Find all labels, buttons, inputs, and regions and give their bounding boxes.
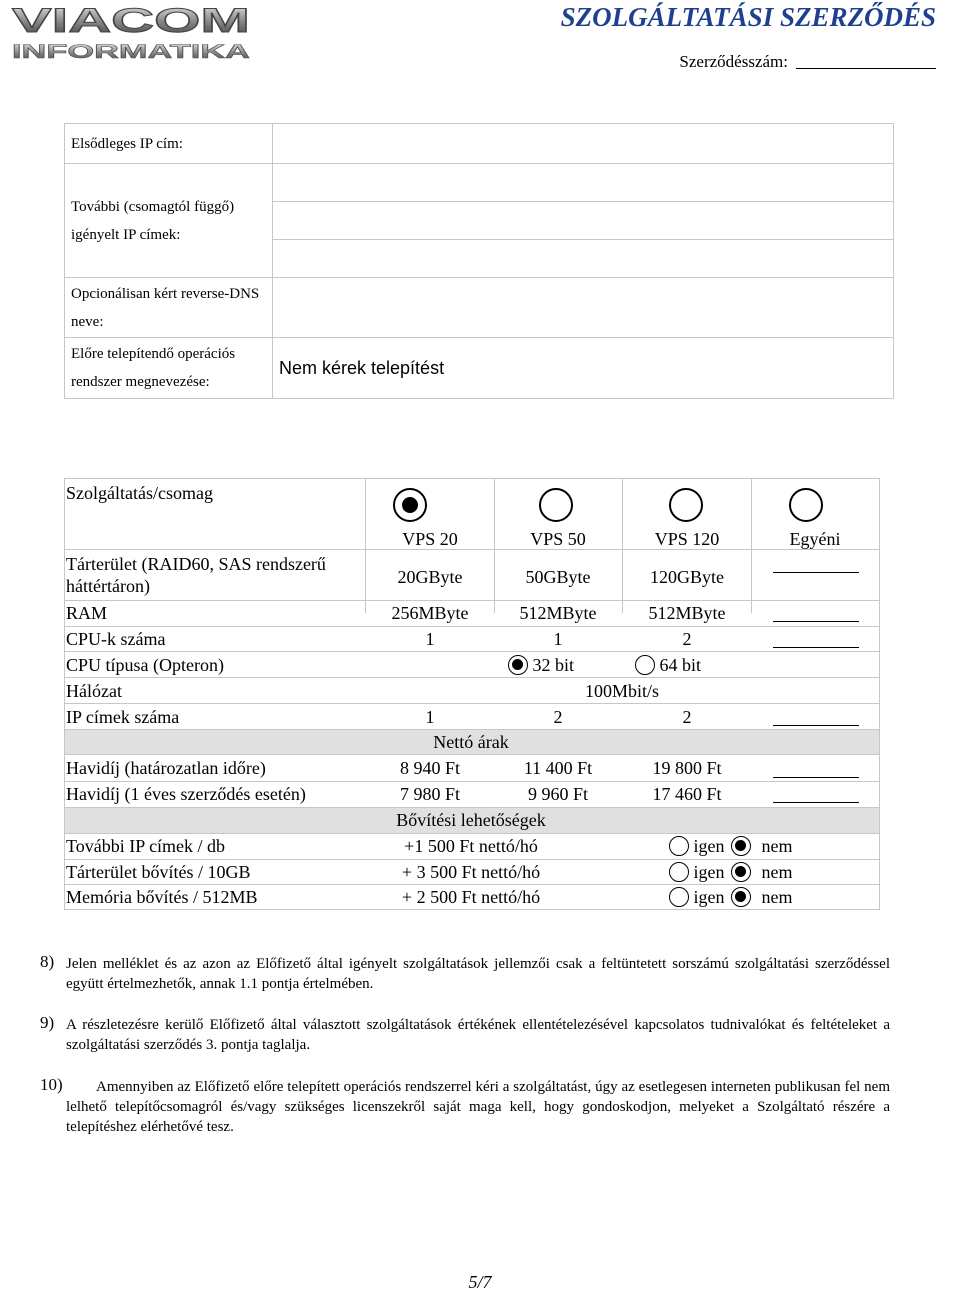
logo-text-sub: INFORMATIKA — [12, 42, 251, 62]
os-label: Előre telepítendő operációs rendszer megnevezése: — [65, 338, 273, 399]
storage-vps120: 120GByte — [650, 567, 724, 587]
price-indefinite-custom-field[interactable] — [773, 777, 859, 778]
extension-ip-no-label: nem — [761, 836, 793, 856]
extra-ip-field-1[interactable] — [273, 164, 894, 202]
extension-ip-price: +1 500 Ft nettó/hó — [404, 836, 538, 856]
primary-ip-field[interactable] — [273, 124, 894, 164]
ip-count-vps20: 1 — [425, 707, 435, 727]
col-divider — [494, 479, 495, 613]
extension-memory-yes-label: igen — [693, 887, 725, 907]
extension-storage-choice — [669, 861, 793, 883]
note-8 — [40, 954, 890, 994]
ip-count-label: IP címek száma — [66, 707, 180, 727]
price-indefinite-vps50: 11 400 Ft — [523, 758, 593, 778]
cpu-type-32-label: 32 bit — [532, 655, 575, 675]
network-value: 100Mbit/s — [584, 681, 660, 701]
price-indefinite-vps120: 19 800 Ft — [652, 758, 722, 778]
note-9 — [40, 1015, 890, 1055]
note-9-number: 9) — [40, 1013, 55, 1032]
radio-storage-no[interactable] — [731, 862, 751, 882]
contract-number-field[interactable] — [796, 54, 936, 69]
radio-ip-yes[interactable] — [669, 836, 689, 856]
price-1year-label: Havidíj (1 éves szerződés esetén) — [66, 784, 306, 804]
extra-ip-field-2[interactable] — [273, 202, 894, 240]
reverse-dns-label: Opcionálisan kért reverse-DNS neve: — [65, 278, 273, 338]
ip-count-vps50: 2 — [553, 707, 563, 727]
radio-vps20[interactable] — [393, 488, 427, 522]
page-number: 5/7 — [468, 1272, 492, 1292]
reverse-dns-field[interactable] — [273, 278, 894, 338]
ram-label: RAM — [66, 603, 108, 623]
radio-egyeni[interactable] — [789, 488, 823, 522]
extension-ip-label: További IP címek / db — [66, 836, 226, 856]
note-8-number: 8) — [40, 952, 55, 971]
ip-count-vps120: 2 — [682, 707, 692, 727]
package-name-egyeni: Egyéni — [789, 529, 841, 549]
cpu-count-vps50: 1 — [553, 629, 563, 649]
storage-vps50: 50GByte — [525, 567, 591, 587]
col-divider — [751, 479, 752, 613]
storage-vps20: 20GByte — [397, 567, 463, 587]
package-table — [64, 478, 880, 910]
cpu-type-label: CPU típusa (Opteron) — [66, 655, 224, 675]
cpu-count-vps20: 1 — [425, 629, 435, 649]
note-10-number: 10) — [40, 1075, 63, 1094]
extensions-heading: Bővítési lehetőségek — [396, 810, 546, 830]
package-name-vps20: VPS 20 — [402, 529, 458, 549]
price-1year-vps20: 7 980 Ft — [399, 784, 461, 804]
extra-ip-label: További (csomagtól függő) igényelt IP címek: — [65, 164, 273, 278]
storage-label: Tárterület (RAID60, SAS rendszerű háttértáron) — [66, 554, 326, 596]
viacom-logo — [10, 4, 255, 62]
note-8-text: Jelen melléklet és az azon az Előfizető által igényelt szolgáltatások jellemzői csak a feltüntetett sorszámú szolgáltatási szerződéssel együtt értelmezhetők, annak 1.1 pontja értelmében. — [66, 956, 890, 992]
radio-storage-yes[interactable] — [669, 862, 689, 882]
storage-custom-field[interactable] — [773, 572, 859, 573]
package-name-vps50: VPS 50 — [530, 529, 586, 549]
extension-storage-no-label: nem — [761, 862, 793, 882]
radio-ip-no[interactable] — [731, 836, 751, 856]
package-header-label: Szolgáltatás/csomag — [66, 483, 213, 503]
logo-text-main: VIACOM — [12, 4, 250, 40]
extension-storage-label: Tárterület bővítés / 10GB — [66, 862, 251, 882]
ip-count-custom-field[interactable] — [773, 725, 859, 726]
extension-memory-price: + 2 500 Ft nettó/hó — [401, 887, 541, 907]
cpu-type-option-64[interactable] — [635, 654, 701, 676]
radio-vps120[interactable] — [669, 488, 703, 522]
note-9-text: A részletezésre kerülő Előfizető által választott szolgáltatások értékének ellentételezésével kapcsolatos tudnivalókat és feltételeket a szolgáltatási szerződés 3. pontja taglalja. — [66, 1017, 890, 1053]
cpu-type-64-label: 64 bit — [659, 655, 702, 675]
radio-64bit[interactable] — [635, 655, 655, 675]
radio-memory-no[interactable] — [731, 887, 751, 907]
price-1year-vps50: 9 960 Ft — [527, 784, 589, 804]
radio-memory-yes[interactable] — [669, 887, 689, 907]
price-1year-vps120: 17 460 Ft — [652, 784, 722, 804]
contract-number — [679, 52, 936, 72]
extension-storage-yes-label: igen — [693, 862, 725, 882]
contract-number-label: Szerződésszám: — [679, 52, 788, 71]
document-title: SZOLGÁLTATÁSI SZERZŐDÉS — [560, 2, 936, 32]
extension-ip-yes-label: igen — [693, 836, 725, 856]
primary-ip-label: Elsődleges IP cím: — [65, 124, 273, 164]
cpu-count-custom-field[interactable] — [773, 647, 859, 648]
os-field[interactable]: Nem kérek telepítést — [273, 338, 894, 399]
ram-vps120: 512MByte — [648, 603, 726, 623]
net-prices-heading: Nettó árak — [433, 732, 509, 752]
note-10-text: Amennyiben az Előfizető előre telepített operációs rendszerrel kéri a szolgáltatást, úgy az esetlegesen interneten publikusan fel nem lelhető telepítőcsomagról és/vagy szükséges licenszekről saját maga kell, hogy gondoskodjon, melyeket a Szolgáltató részére a telepítéshez elérhetővé tesz. — [66, 1079, 890, 1135]
extension-memory-no-label: nem — [761, 887, 793, 907]
cpu-count-label: CPU-k száma — [66, 629, 166, 649]
radio-32bit[interactable] — [508, 655, 528, 675]
network-label: Hálózat — [66, 681, 122, 701]
price-indefinite-label: Havidíj (határozatlan időre) — [66, 758, 266, 778]
radio-vps50[interactable] — [539, 488, 573, 522]
cpu-count-vps120: 2 — [682, 629, 692, 649]
extension-storage-price: + 3 500 Ft nettó/hó — [401, 862, 541, 882]
package-name-vps120: VPS 120 — [654, 529, 720, 549]
extension-memory-choice — [669, 886, 793, 908]
ram-vps50: 512MByte — [519, 603, 597, 623]
extension-memory-label: Memória bővítés / 512MB — [66, 887, 258, 907]
ip-form-table — [64, 123, 894, 399]
extra-ip-field-3[interactable] — [273, 240, 894, 278]
price-indefinite-vps20: 8 940 Ft — [399, 758, 461, 778]
extension-ip-choice — [669, 835, 793, 857]
note-10 — [40, 1077, 890, 1137]
ram-vps20: 256MByte — [391, 603, 469, 623]
ram-custom-field[interactable] — [773, 621, 859, 622]
cpu-type-option-32[interactable] — [508, 654, 574, 676]
price-1year-custom-field[interactable] — [773, 802, 859, 803]
col-divider — [622, 479, 623, 613]
